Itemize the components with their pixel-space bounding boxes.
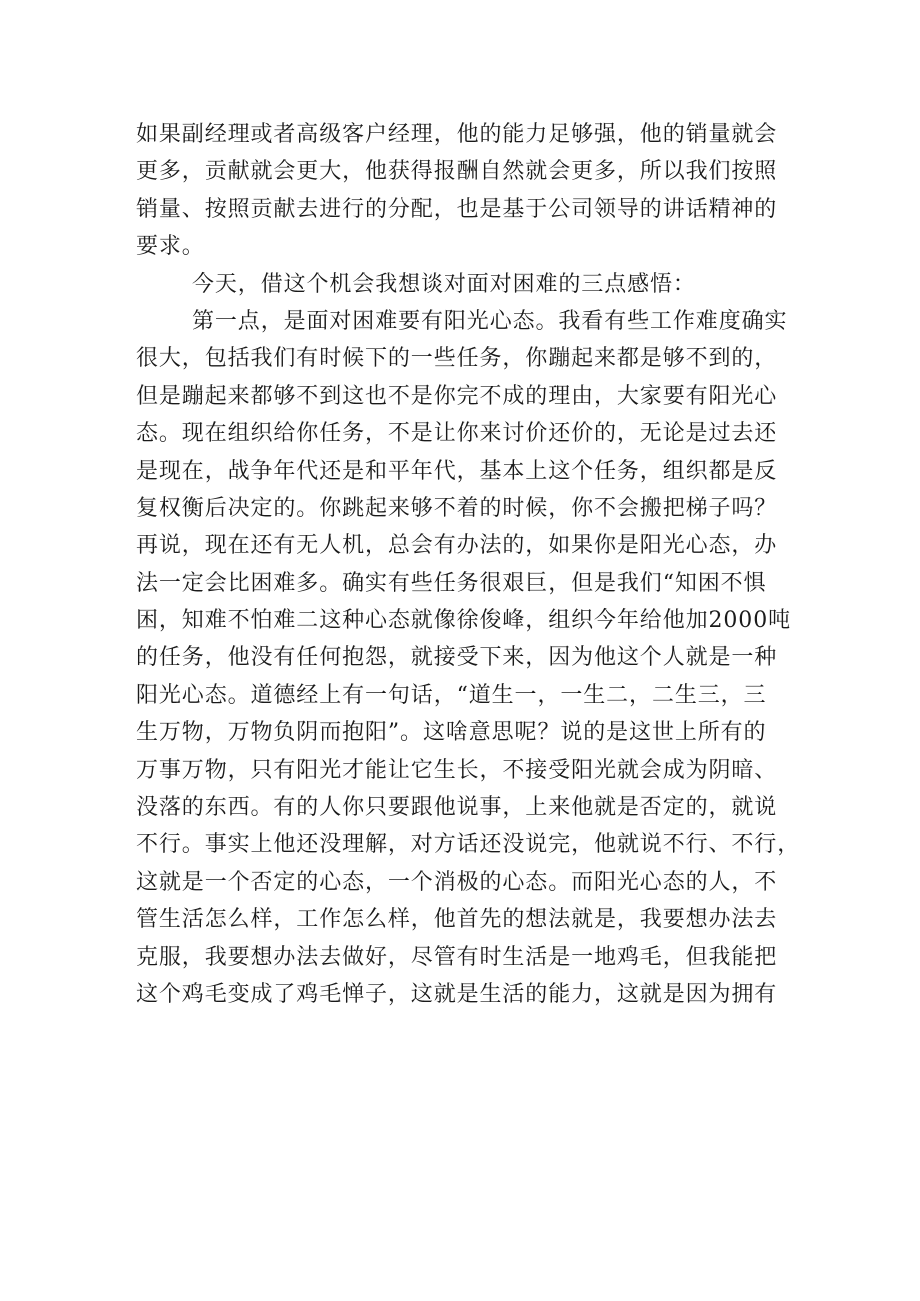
text-line: 阳光心态。道德经上有一句话，“道生一，一生二，二生三，三: [136, 682, 767, 708]
text-line: 克服，我要想办法去做好，尽管有时生活是一地鸡毛，但我能把: [136, 944, 778, 970]
text-line: 更多，贡献就会更大，他获得报酬自然就会更多，所以我们按照: [136, 159, 778, 185]
text-line: 这就是一个否定的心态，一个消极的心态。而阳光心态的人，不: [136, 869, 778, 895]
text-line: 很大，包括我们有时候下的一些任务，你蹦起来都是够不到的，: [136, 346, 778, 372]
text-line: 管生活怎么样，工作怎么样，他首先的想法就是，我要想办法去: [136, 907, 778, 933]
text-line: 要求。: [136, 234, 205, 260]
text-line: 今天，借这个机会我想谈对面对困难的三点感悟：: [192, 271, 696, 297]
text-line: 如果副经理或者高级客户经理，他的能力足够强，他的销量就会: [136, 122, 778, 147]
text-line: 万事万物，只有阳光才能让它生长，不接受阳光就会成为阴暗、: [136, 757, 778, 783]
text-line: 再说，现在还有无人机，总会有办法的，如果你是阳光心态，办: [136, 533, 778, 559]
text-line: 复权衡后决定的。你跳起来够不着的时候，你不会搬把梯子吗？: [136, 495, 778, 521]
text-line: 困，知难不怕难二这种心态就像徐俊峰，组织今年给他加2000吨: [136, 608, 791, 634]
text-line: 没落的东西。有的人你只要跟他说事，上来他就是否定的，就说: [136, 795, 778, 821]
text-line: 第一点，是面对困难要有阳光心态。我看有些工作难度确实: [192, 308, 788, 334]
text-line: 生万物，万物负阴而抱阳”。这啥意思呢？说的是这世上所有的: [136, 720, 767, 746]
text-line: 不行。事实上他还没理解，对方话还没说完，他就说不行、不行，: [136, 832, 801, 858]
text-line: 态。现在组织给你任务，不是让你来讨价还价的，无论是过去还: [136, 421, 778, 447]
text-line: 法一定会比困难多。确实有些任务很艰巨，但是我们“知困不惧: [136, 570, 767, 596]
text-line: 这个鸡毛变成了鸡毛惮子，这就是生活的能力，这就是因为拥有: [136, 981, 778, 1007]
text-line: 但是蹦起来都够不到这也不是你完不成的理由，大家要有阳光心: [136, 383, 778, 409]
text-line: 的任务，他没有任何抱怨，就接受下来，因为他这个人就是一种: [136, 645, 778, 671]
text-line: 是现在，战争年代还是和平年代，基本上这个任务，组织都是反: [136, 458, 778, 484]
text-line: 销量、按照贡献去进行的分配，也是基于公司领导的讲话精神的: [136, 196, 778, 222]
document-body: [136, 116, 804, 1013]
